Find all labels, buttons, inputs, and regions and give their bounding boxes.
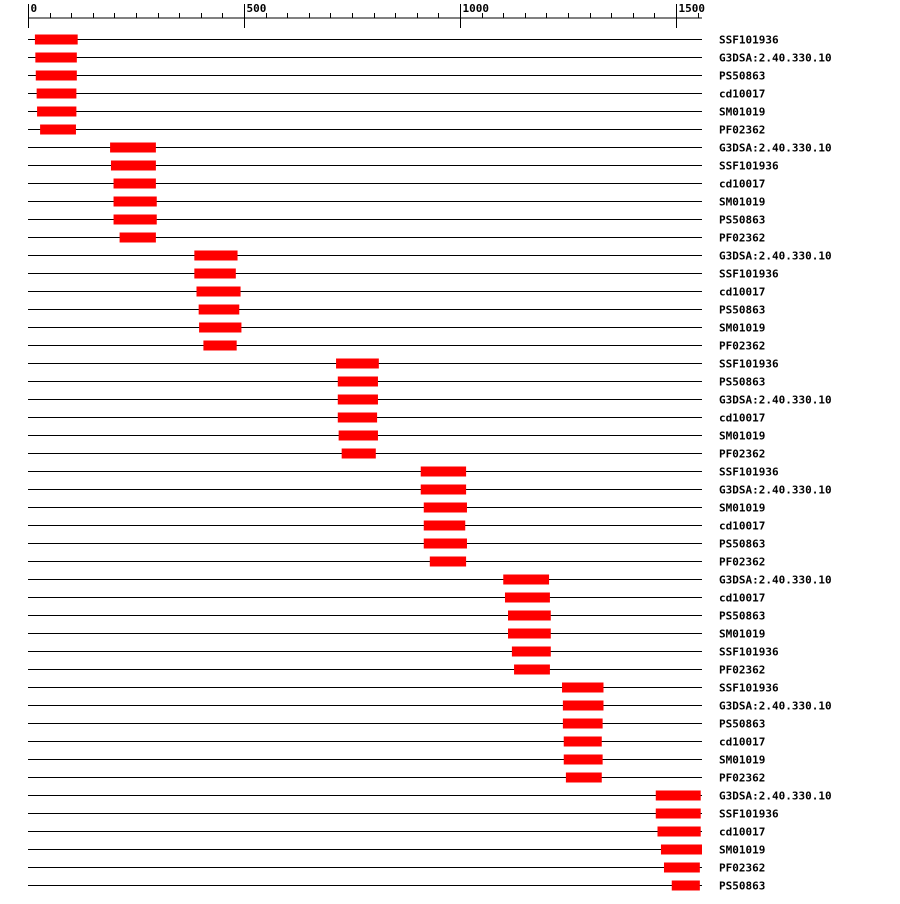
- domain-bar[interactable]: [656, 809, 701, 819]
- track-label: cd10017: [719, 177, 766, 191]
- track-row: [28, 142, 832, 155]
- track-label: SSF101936: [719, 681, 779, 695]
- track-row: [28, 538, 765, 551]
- track-row: [28, 610, 765, 623]
- track-row: [28, 592, 765, 605]
- track-row: [28, 70, 765, 83]
- track-row: [28, 646, 779, 659]
- track-label: SM01019: [719, 843, 766, 857]
- track-label: cd10017: [719, 591, 766, 605]
- track-label: PF02362: [719, 555, 766, 569]
- track-row: [28, 430, 765, 443]
- track-row: [28, 448, 765, 461]
- track-row: [28, 682, 779, 695]
- domain-tracks: [28, 34, 832, 893]
- track-label: G3DSA:2.40.330.10: [719, 789, 832, 803]
- track-row: [28, 358, 779, 371]
- track-label: SSF101936: [719, 807, 779, 821]
- track-label: cd10017: [719, 285, 766, 299]
- domain-bar[interactable]: [199, 323, 241, 333]
- track-label: PF02362: [719, 447, 766, 461]
- track-label: SM01019: [719, 321, 766, 335]
- domain-bar[interactable]: [508, 629, 551, 639]
- domain-bar[interactable]: [37, 107, 76, 117]
- track-row: [28, 826, 765, 839]
- track-row: [28, 844, 765, 857]
- domain-bar[interactable]: [114, 197, 157, 207]
- track-label: SSF101936: [719, 159, 779, 173]
- track-label: PS50863: [719, 609, 766, 623]
- track-label: PF02362: [719, 231, 766, 245]
- domain-bar[interactable]: [656, 791, 701, 801]
- domain-bar[interactable]: [40, 125, 76, 135]
- domain-bar[interactable]: [339, 431, 378, 441]
- track-label: PF02362: [719, 861, 766, 875]
- domain-bar[interactable]: [664, 863, 700, 873]
- track-label: cd10017: [719, 411, 766, 425]
- domain-bar[interactable]: [672, 881, 700, 891]
- domain-bar[interactable]: [114, 179, 156, 189]
- track-row: [28, 862, 765, 875]
- track-label: G3DSA:2.40.330.10: [719, 573, 832, 587]
- track-label: cd10017: [719, 519, 766, 533]
- track-row: [28, 268, 779, 281]
- track-label: SM01019: [719, 753, 766, 767]
- track-label: PS50863: [719, 717, 766, 731]
- track-row: [28, 754, 765, 767]
- track-label: cd10017: [719, 825, 766, 839]
- domain-bar[interactable]: [36, 71, 77, 81]
- track-row: [28, 232, 765, 245]
- track-row: [28, 160, 779, 173]
- track-row: [28, 322, 765, 335]
- track-label: SM01019: [719, 195, 766, 209]
- track-row: [28, 772, 765, 785]
- track-label: G3DSA:2.40.330.10: [719, 141, 832, 155]
- domain-bar[interactable]: [562, 683, 603, 693]
- track-row: [28, 790, 832, 803]
- domain-bar[interactable]: [424, 503, 467, 513]
- track-label: PS50863: [719, 375, 766, 389]
- domain-bar[interactable]: [424, 539, 467, 549]
- track-row: [28, 34, 779, 47]
- domain-bar[interactable]: [508, 611, 551, 621]
- domain-bar[interactable]: [564, 737, 602, 747]
- x-tick-label: 1500: [678, 2, 705, 15]
- track-row: [28, 880, 765, 893]
- track-row: [28, 718, 765, 731]
- track-label: G3DSA:2.40.330.10: [719, 483, 832, 497]
- track-label: cd10017: [719, 735, 766, 749]
- track-row: [28, 250, 832, 263]
- domain-bar[interactable]: [430, 557, 466, 567]
- domain-bar[interactable]: [563, 701, 604, 711]
- domain-bar[interactable]: [194, 269, 235, 279]
- domain-bar[interactable]: [111, 161, 156, 171]
- track-label: PS50863: [719, 213, 766, 227]
- track-row: [28, 214, 765, 227]
- domain-bar[interactable]: [35, 53, 76, 63]
- track-row: [28, 574, 832, 587]
- track-row: [28, 808, 779, 821]
- domain-bar[interactable]: [421, 485, 466, 495]
- track-label: SM01019: [719, 627, 766, 641]
- domain-bar[interactable]: [338, 395, 378, 405]
- track-label: PF02362: [719, 771, 766, 785]
- track-row: [28, 700, 832, 713]
- domain-bar[interactable]: [114, 215, 157, 225]
- domain-bar[interactable]: [503, 575, 549, 585]
- track-row: [28, 484, 832, 497]
- track-label: G3DSA:2.40.330.10: [719, 393, 832, 407]
- track-row: [28, 88, 765, 101]
- domain-bar[interactable]: [512, 647, 551, 657]
- track-row: [28, 178, 765, 191]
- track-row: [28, 106, 765, 119]
- domain-bar[interactable]: [194, 251, 237, 261]
- track-label: SM01019: [719, 105, 766, 119]
- track-label: PS50863: [719, 537, 766, 551]
- domain-bar[interactable]: [197, 287, 241, 297]
- domain-bar[interactable]: [657, 827, 700, 837]
- track-row: [28, 286, 765, 299]
- track-label: G3DSA:2.40.330.10: [719, 699, 832, 713]
- track-label: PS50863: [719, 303, 766, 317]
- track-row: [28, 520, 765, 533]
- domain-bar[interactable]: [199, 305, 240, 315]
- track-row: [28, 124, 765, 137]
- track-row: [28, 376, 765, 389]
- track-row: [28, 466, 779, 479]
- track-row: [28, 664, 765, 677]
- track-label: PS50863: [719, 69, 766, 83]
- x-axis: [28, 2, 705, 28]
- track-label: cd10017: [719, 87, 766, 101]
- track-label: PF02362: [719, 339, 766, 353]
- track-label: SSF101936: [719, 357, 779, 371]
- domain-bar[interactable]: [37, 89, 77, 99]
- domain-bar[interactable]: [110, 143, 156, 153]
- domain-bar[interactable]: [563, 719, 603, 729]
- domain-bar[interactable]: [338, 413, 377, 423]
- domain-bar[interactable]: [564, 755, 603, 765]
- x-tick-label: 1000: [462, 2, 489, 15]
- domain-bar[interactable]: [421, 467, 466, 477]
- track-row: [28, 52, 832, 65]
- domain-bar[interactable]: [514, 665, 550, 675]
- domain-bar[interactable]: [661, 845, 702, 855]
- track-label: PF02362: [719, 663, 766, 677]
- track-row: [28, 736, 765, 749]
- track-label: PF02362: [719, 123, 766, 137]
- x-tick-label: 0: [30, 2, 38, 15]
- domain-bar[interactable]: [342, 449, 376, 459]
- track-label: PS50863: [719, 879, 766, 893]
- domain-bar[interactable]: [120, 233, 156, 243]
- track-row: [28, 196, 765, 209]
- track-label: SM01019: [719, 501, 766, 515]
- track-row: [28, 394, 832, 407]
- domain-bar[interactable]: [338, 377, 378, 387]
- track-label: SM01019: [719, 429, 766, 443]
- track-row: [28, 502, 765, 515]
- domain-bar[interactable]: [336, 359, 379, 369]
- track-row: [28, 556, 765, 569]
- track-row: [28, 628, 765, 641]
- track-row: [28, 304, 765, 317]
- track-label: SSF101936: [719, 645, 779, 659]
- domain-bar[interactable]: [505, 593, 550, 603]
- track-label: SSF101936: [719, 33, 779, 47]
- track-label: SSF101936: [719, 267, 779, 281]
- track-row: [28, 412, 765, 425]
- domain-bar[interactable]: [566, 773, 602, 783]
- domain-bar[interactable]: [35, 35, 78, 45]
- domain-bar[interactable]: [203, 341, 236, 351]
- track-label: SSF101936: [719, 465, 779, 479]
- track-row: [28, 340, 765, 353]
- track-label: G3DSA:2.40.330.10: [719, 249, 832, 263]
- domain-bar[interactable]: [424, 521, 465, 531]
- track-label: G3DSA:2.40.330.10: [719, 51, 832, 65]
- x-tick-label: 500: [246, 2, 267, 15]
